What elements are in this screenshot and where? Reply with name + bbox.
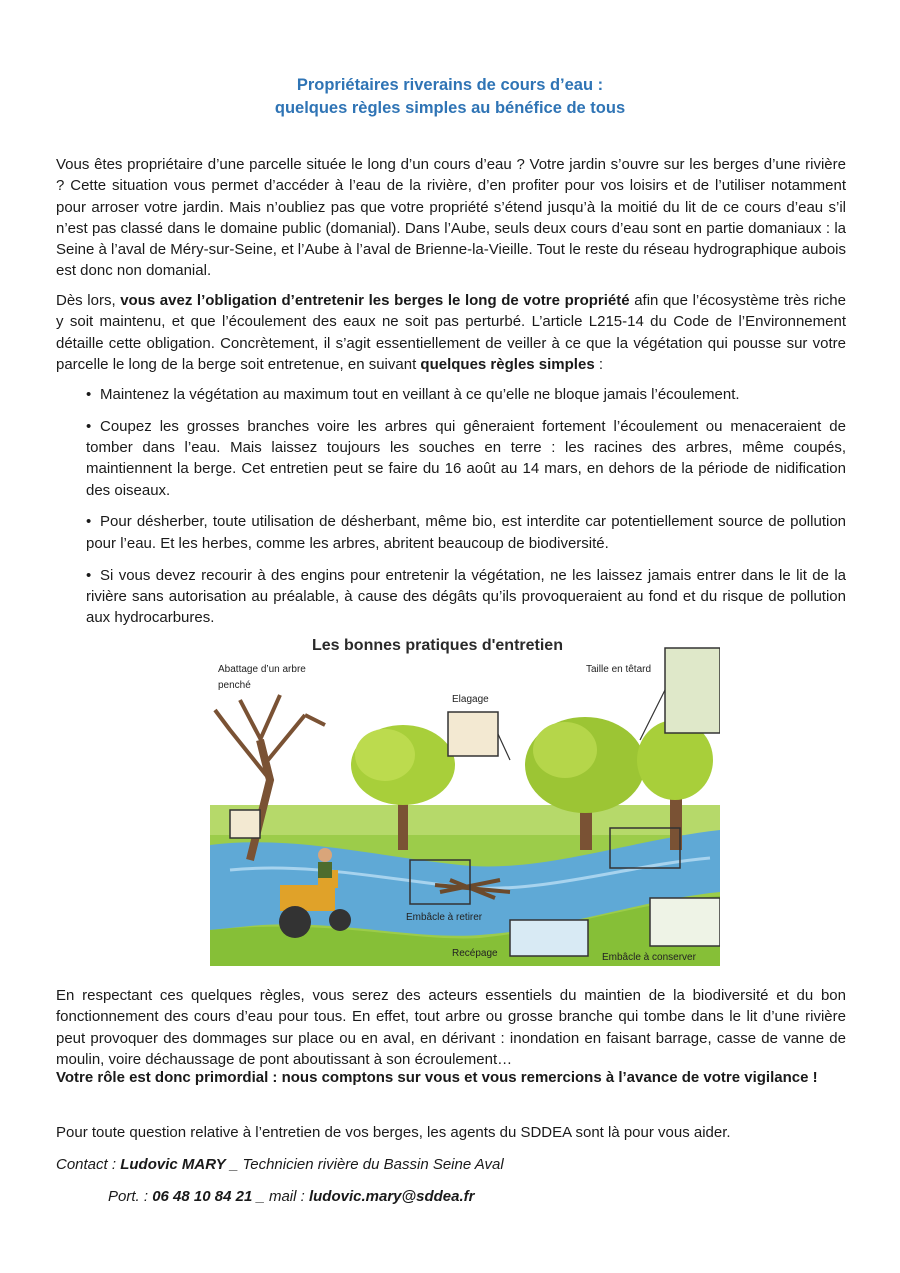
list-item-text: Coupez les grosses branches voire les arbres qui gêneraient fortement l’écoulement ou menaceraient de tomber dans l’eau. Mais laissez toujours les souches en terre : les racines des arbres, même coupés, maintiennent la berge. Cet entretien peut se faire du 16 août au 14 mars, en dehors de la période de nidification des oiseaux. bbox=[86, 417, 846, 499]
illustration-title: Les bonnes pratiques d'entretien bbox=[312, 637, 563, 654]
label-elagage: Elagage bbox=[452, 694, 489, 705]
obligation-lead: Dès lors, bbox=[56, 292, 121, 309]
title-line-1: Propriétaires riverains de cours d’eau : bbox=[296, 76, 604, 94]
list-item bbox=[86, 416, 846, 501]
phone-number: 06 48 10 84 21 bbox=[152, 1188, 253, 1205]
obligation-middle: afin que l’écosystème très riche y soit maintenu, et que l’écoulement des eaux ne soit pas perturbé. L’article L215-14 du Code de l’Environnement détaille cette obligation. Concrètement, il s’agit essentiellement de veiller à ce que la végétation qui pousse sur votre parcelle le long de la berge soit entretenue, en suivant bbox=[56, 292, 846, 373]
obligation-bold-1: vous avez l’obligation d’entretenir les berges le long de votre propriété bbox=[120, 292, 630, 309]
email-address: ludovic.mary@sddea.fr bbox=[308, 1188, 475, 1205]
obligation-tail: : bbox=[594, 355, 604, 373]
contact-prefix: Contact : bbox=[56, 1156, 121, 1173]
far-bank bbox=[210, 805, 720, 835]
page-title bbox=[0, 74, 900, 120]
label-embacle-retirer: Embâcle à retirer bbox=[406, 912, 483, 923]
list-item bbox=[86, 565, 846, 629]
label-abattage-2: penché bbox=[218, 680, 251, 691]
mail-prefix: _ mail : bbox=[252, 1188, 309, 1205]
label-embacle-conserver: Embâcle à conserver bbox=[602, 952, 696, 963]
conclusion-paragraph: En respectant ces quelques règles, vous serez des acteurs essentiels du maintien de la biodiversité et du bon fonctionnement des cours d’eau pour tous. En effet, tout arbre ou grosse branche qui tombe dans le lit d’une rivière peut provoquer des dommages sur place ou en aval, en dérivant : inondation en faisant barrage, casse de vanne de moulin, voire déchaussage de pont aboutissant à son écroulement… bbox=[56, 987, 846, 1068]
contact-role: _ Technicien rivière du Bassin Seine Aval bbox=[225, 1156, 504, 1173]
question-paragraph: Pour toute question relative à l’entretien de vos berges, les agents du SDDEA sont là pour vous aider. bbox=[56, 1124, 731, 1141]
role-paragraph: Votre rôle est donc primordial : nous comptons sur vous et vous remercions à l’avance de votre vigilance ! bbox=[56, 1069, 818, 1086]
inset-elagage bbox=[448, 712, 498, 756]
bullet-icon: • bbox=[86, 566, 92, 584]
obligation-bold-2: quelques règles simples bbox=[420, 355, 595, 373]
inset-taille bbox=[665, 648, 720, 733]
list-item-text: Maintenez la végétation au maximum tout en veillant à ce qu’elle ne bloque jamais l’écoulement. bbox=[100, 386, 740, 403]
list-item bbox=[86, 384, 846, 405]
label-abattage-1: Abattage d’un arbre bbox=[218, 664, 306, 675]
inset-abattage bbox=[230, 810, 260, 838]
title-line-2: quelques règles simples au bénéfice de tous bbox=[274, 99, 626, 117]
rules-list bbox=[86, 384, 846, 639]
bullet-icon: • bbox=[86, 386, 92, 403]
list-item-text: Si vous devez recourir à des engins pour entretenir la végétation, ne les laissez jamais entrer dans le lit de la rivière sans autorisation au préalable, à cause des dégâts qu’ils provoqueraient au fond et du risque de pollution aux hydrocarbures. bbox=[86, 566, 846, 627]
contact-line bbox=[56, 1154, 504, 1175]
contact-name: Ludovic MARY bbox=[120, 1156, 226, 1173]
label-taille: Taille en têtard bbox=[586, 664, 652, 675]
list-item-text: Pour désherber, toute utilisation de désherbant, même bio, est interdite car potentiellement source de pollution pour l’eau. Et les herbes, comme les arbres, abritent beaucoup de biodiversité. bbox=[86, 513, 846, 552]
illustration-svg bbox=[210, 630, 720, 966]
phone-mail-line bbox=[108, 1186, 474, 1207]
bullet-icon: • bbox=[86, 513, 92, 531]
inset-embacle-conserver bbox=[650, 898, 720, 946]
maintenance-illustration bbox=[210, 630, 720, 966]
inset-recepage bbox=[510, 920, 588, 956]
label-recepage: Recépage bbox=[452, 948, 498, 959]
intro-paragraph: Vous êtes propriétaire d’une parcelle située le long d’un cours d’eau ? Votre jardin s’ouvre sur les berges d’une rivière ? Cette situation vous permet d’accéder à l’eau de la rivière, d’en profiter pour vos loisirs et de l’utiliser notamment pour arroser votre jardin. Mais n’oubliez pas que votre propriété s’étend jusqu’à la moitié du lit de ce cours d’eau s’il n’est pas classé dans le domaine public (domanial). Dans l’Aube, seuls deux cours d’eau sont en partie domaniaux : la Seine à l’aval de Méry-sur-Seine, et l’Aube à l’aval de Brienne-la-Vieille. Tout le reste du réseau hydrographique aubois est donc non domanial. bbox=[56, 156, 846, 280]
obligation-paragraph bbox=[56, 290, 846, 375]
list-item bbox=[86, 511, 846, 554]
port-prefix: Port. : bbox=[108, 1188, 153, 1205]
bullet-icon: • bbox=[86, 417, 92, 435]
